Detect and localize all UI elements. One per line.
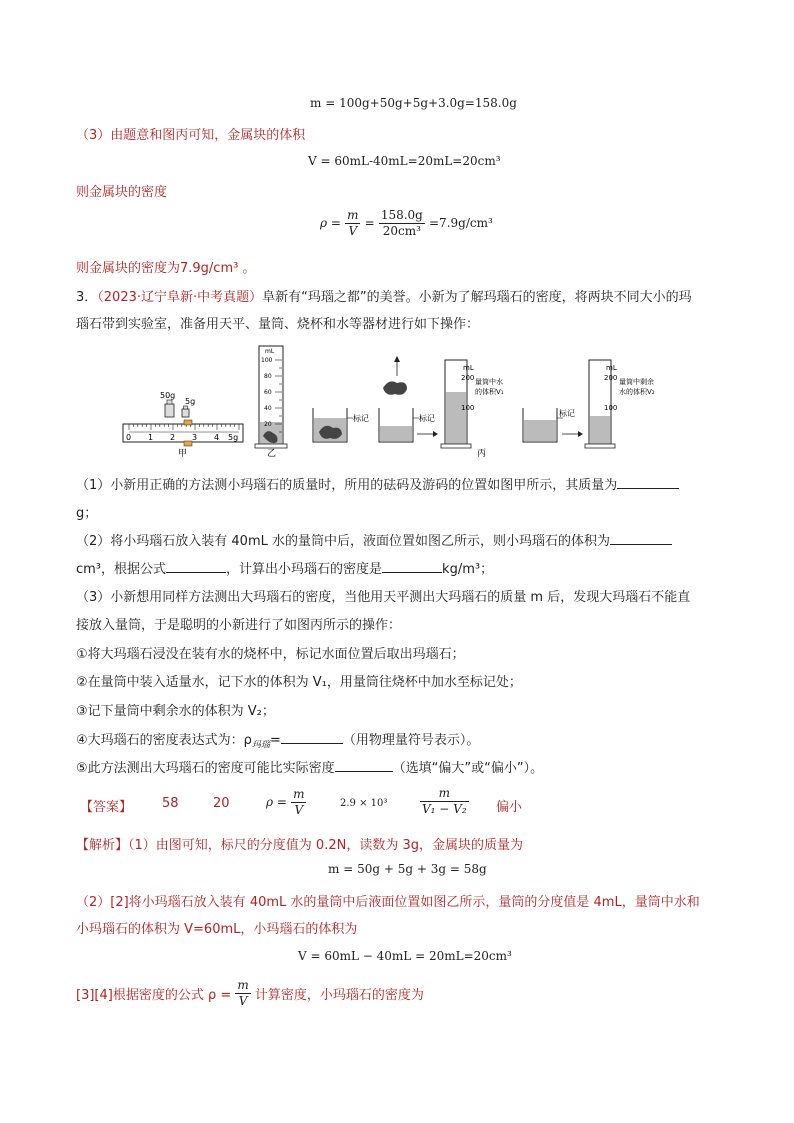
step-1: ①将大玛瑙石浸没在装有水的烧杯中，标记水面位置后取出玛瑙石； <box>76 647 465 662</box>
answer-blank-1[interactable] <box>617 476 679 489</box>
rho-lhs: ρ = <box>320 216 341 230</box>
cyl-tick-100: 100 <box>261 357 273 364</box>
rho-denominator: V <box>348 224 358 238</box>
cylinder-v2-figure <box>585 360 655 448</box>
weight-50g-label: 50g <box>160 391 176 400</box>
cylinder-unit: mL <box>265 348 275 355</box>
answer-blank-6[interactable] <box>335 759 393 772</box>
analysis-denominator: V <box>238 994 248 1008</box>
question-number: 3． <box>76 290 98 305</box>
subquestion-1-text: （1）小新用正确的方法测小玛瑙石的质量时，所用的砝码及游码的位置如图甲所示，其质量为 <box>76 478 618 493</box>
rho-result: =7.9g/cm³ <box>429 216 493 230</box>
subquestion-3b: 接放入量筒，于是聪明的小新进行了如图丙所示的操作： <box>76 618 402 633</box>
metal-density-conclusion: 则金属块的密度为7.9g/cm³ 。 <box>76 261 256 276</box>
cylinder-v1-100: 100 <box>461 404 475 412</box>
cyl-tick-60: 60 <box>264 389 272 396</box>
v2-label-line2: 水的体积V₂ <box>619 388 655 396</box>
cylinder-yi-figure <box>255 346 287 459</box>
cylinder-v1-200: 200 <box>461 374 475 382</box>
beaker-3 <box>523 408 575 442</box>
scale-tick-1: 1 <box>148 433 154 442</box>
step-5 <box>76 757 543 776</box>
answer-blank-2[interactable] <box>610 532 672 545</box>
density-label: 则金属块的密度 <box>76 185 168 200</box>
answer-blank-4[interactable] <box>382 560 442 573</box>
arrow-2 <box>562 431 583 437</box>
weight-50g <box>165 404 174 417</box>
step-4-tail: （用物理量符号表示）。 <box>342 733 480 748</box>
subquestion-2-text-b: cm³，根据公式 <box>76 562 167 577</box>
density-formula <box>320 208 493 239</box>
scale-tick-2: 2 <box>170 433 176 442</box>
cylinder-v2-200: 200 <box>604 374 618 382</box>
mass-equation: m = 100g+50g+5g+3.0g=158.0g <box>310 96 517 110</box>
v2-label-line1: 量筒中剩余 <box>619 378 654 386</box>
v1-label-line2: 的体积V₁ <box>475 388 504 396</box>
subquestion-2-text: （2）将小玛瑙石放入装有 40mL 水的量筒中后，液面位置如图乙所示，则小玛瑙石的体积为 <box>76 534 610 549</box>
analysis-label: 【解析】 <box>76 838 129 853</box>
analysis-line1 <box>76 834 523 853</box>
question-3-line1 <box>76 286 692 305</box>
subquestion-1b: g； <box>76 506 98 521</box>
answer-2: 20 <box>213 796 230 811</box>
rho-subscript: 玛瑙 <box>251 740 270 751</box>
caption-jia: 甲 <box>178 449 188 459</box>
big-agate-removed <box>383 381 407 394</box>
step-5-text: ⑤此方法测出大玛瑙石的密度可能比实际密度 <box>76 761 335 776</box>
rider-slider-bottom <box>184 441 192 446</box>
analysis-text-3a: [3][4]根据密度的公式 ρ = <box>76 988 232 1003</box>
cylinder-v2-unit: mL <box>606 364 617 372</box>
volume-equation: V = 60mL-40mL=20mL=20cm³ <box>308 154 501 168</box>
beaker-2 <box>379 356 435 442</box>
analysis-eq2: V = 60mL − 40mL = 20mL=20cm³ <box>298 949 512 963</box>
caption-yi: 乙 <box>267 449 277 459</box>
scale-tick-4: 4 <box>214 433 220 442</box>
mark-label-2: 标记 <box>419 414 435 423</box>
step-4-equals: = <box>269 733 281 748</box>
question-intro: 阜新有“玛瑙之都”的美誉。小新为了解玛瑙石的密度，将两块不同大小的玛 <box>262 290 692 305</box>
question-source: （2023·辽宁阜新·中考真题） <box>97 290 263 305</box>
rho-numerator-value: 158.0g <box>380 208 423 222</box>
answer-5-fraction <box>420 786 469 817</box>
cylinder-v1-unit: mL <box>463 364 474 372</box>
answer-blank-5[interactable] <box>281 731 343 744</box>
step-4 <box>76 729 479 751</box>
answer-5-numerator: m <box>420 786 469 802</box>
subquestion-3a: （3）小新想用同样方法测出大玛瑙石的密度，当他用天平测出大玛瑙石的质量 m 后，发现大玛瑙石不能直 <box>76 590 691 605</box>
experiment-figure <box>115 340 655 462</box>
mark-label-1: 标记 <box>353 414 369 423</box>
subquestion-2-unit: kg/m³； <box>442 562 494 577</box>
analysis-eq1: m = 50g + 5g + 3g = 58g <box>328 862 487 876</box>
caption-bing: 丙 <box>477 449 487 459</box>
rho-fraction <box>345 208 360 239</box>
answer-5 <box>420 786 469 817</box>
balance-scale-figure <box>123 391 243 459</box>
cylinder-v1-figure <box>441 360 504 459</box>
scale-tick-0: 0 <box>126 433 132 442</box>
cylinder-v2-100: 100 <box>604 404 618 412</box>
step3-label: （3）由题意和图丙可知，金属块的体积 <box>76 128 306 143</box>
analysis-line3 <box>76 978 424 1009</box>
question-3-line2: 瑙石带到实验室，准备用天平、量筒、烧杯和水等器材进行如下操作： <box>76 317 480 332</box>
analysis-text-3b: 计算密度，小玛瑙石的密度为 <box>254 988 424 1003</box>
subquestion-2b <box>76 558 493 577</box>
weight-5g <box>182 409 189 417</box>
rho-denominator-value: 20cm³ <box>382 224 421 238</box>
subquestion-2-text-c: ，计算出小玛瑙石的密度是 <box>226 562 383 577</box>
answer-1: 58 <box>162 796 179 811</box>
subquestion-2a <box>76 530 672 549</box>
answer-3-numerator: m <box>293 787 305 801</box>
rho-equals: = <box>364 216 375 230</box>
answer-3 <box>266 787 306 818</box>
step-5-tail: （选填“偏大”或“偏小”）。 <box>392 761 544 776</box>
cyl-tick-80: 80 <box>264 373 272 380</box>
mark-label-3: 标记 <box>559 409 575 418</box>
arrow-1 <box>417 431 438 437</box>
answer-label: 【答案】 <box>80 800 133 815</box>
rho-numerator: m <box>347 208 359 222</box>
answer-3-fraction <box>291 787 306 818</box>
weight-5g-label: 5g <box>185 397 196 406</box>
beaker-1 <box>313 408 369 442</box>
answer-4: 2.9 × 10³ <box>340 798 388 809</box>
scale-tick-3: 3 <box>192 433 198 442</box>
cyl-tick-40: 40 <box>264 405 272 412</box>
step-2: ②在量筒中装入适量水，记下水的体积为 V₁，用量筒往烧杯中加水至标记处； <box>76 675 522 690</box>
step-3: ③记下量筒中剩余水的体积为 V₂； <box>76 704 275 719</box>
analysis-line2b: 小玛瑙石的体积为 V=60mL，小玛瑙石的体积为 <box>76 922 358 937</box>
cyl-tick-20: 20 <box>264 421 272 428</box>
answer-3-denominator: V <box>294 803 304 817</box>
answer-blank-3[interactable] <box>166 560 226 573</box>
answer-5-denominator: V₁ − V₂ <box>422 802 467 816</box>
subquestion-1a <box>76 474 679 493</box>
analysis-text-1: （1）由图可知，标尺的分度值为 0.2N，读数为 3g，金属块的质量为 <box>128 838 523 853</box>
analysis-numerator: m <box>237 978 249 992</box>
answer-3-lhs: ρ = <box>266 795 287 809</box>
analysis-line2a: （2）[2]将小玛瑙石放入装有 40mL 水的量筒中后液面位置如图乙所示，量筒的分度值是 4mL，量筒中水和 <box>76 895 700 910</box>
rho-fraction-values <box>379 208 425 239</box>
analysis-density-fraction <box>235 978 250 1009</box>
v1-label-line1: 量筒中水 <box>475 378 503 386</box>
scale-tick-5: 5g <box>228 433 239 442</box>
step-4-text: ④大玛瑙石的密度表达式为：ρ <box>76 733 252 748</box>
answer-6: 偏小 <box>496 800 523 815</box>
rider-slider-top <box>184 420 192 425</box>
